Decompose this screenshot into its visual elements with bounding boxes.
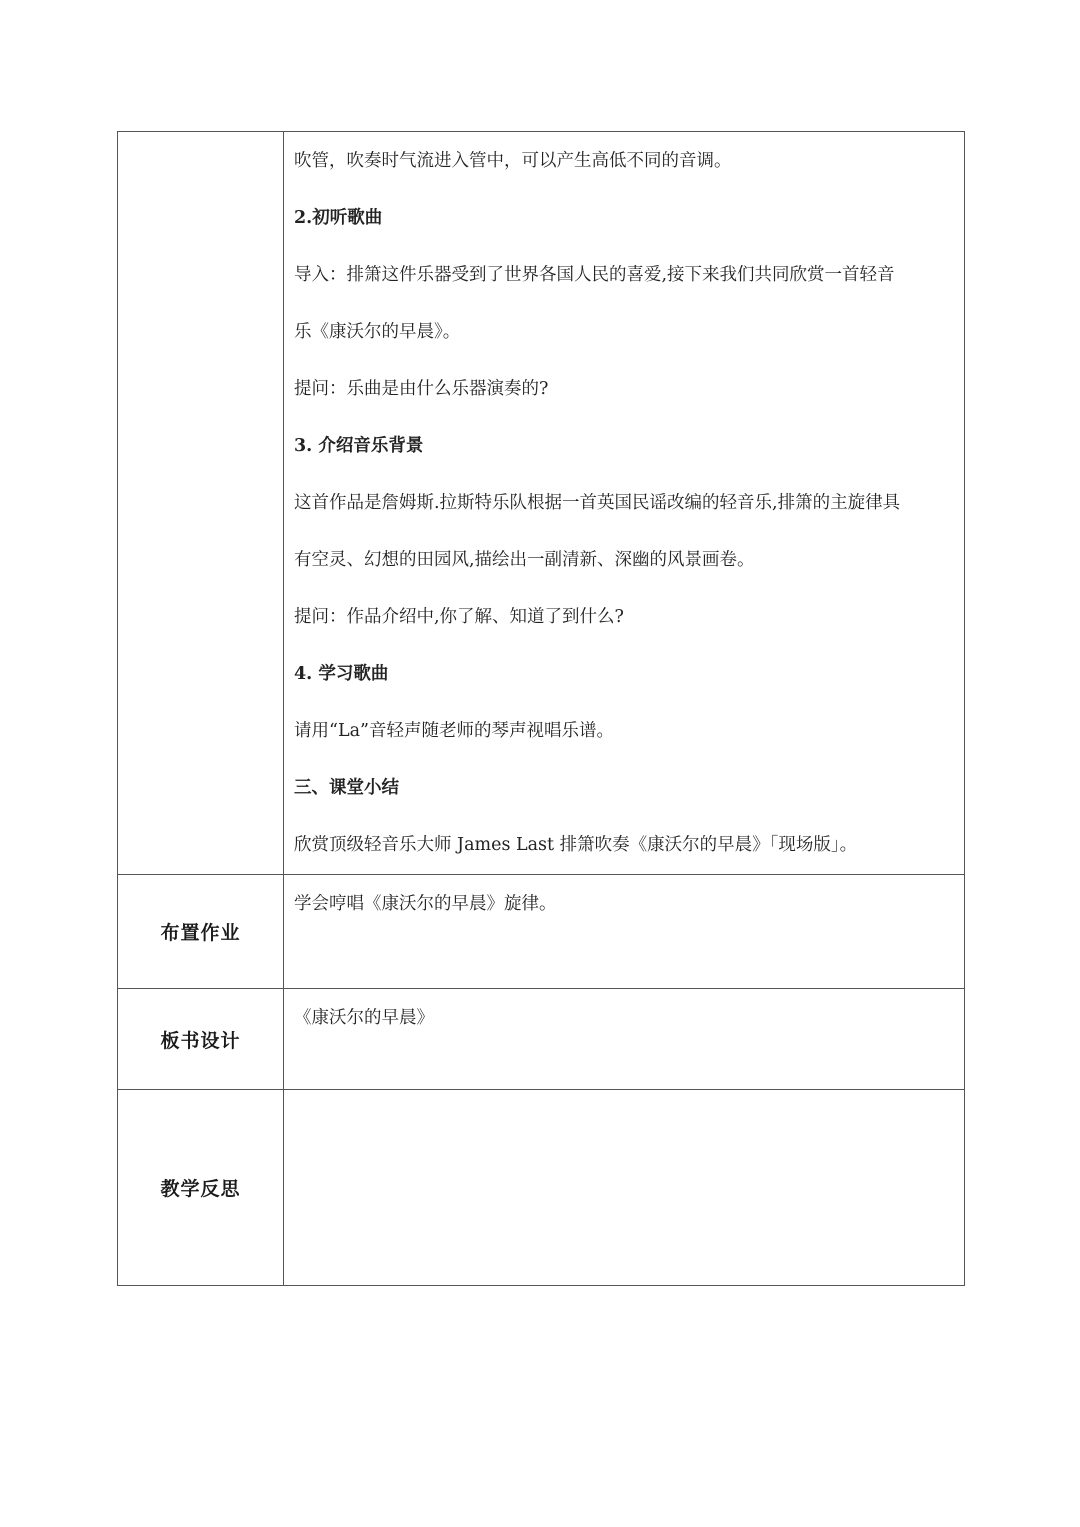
reflection-content xyxy=(294,1090,956,1107)
process-heading: 3. 介绍音乐背景 xyxy=(294,436,424,456)
process-paragraph: 请用“La”音轻声随老师的琴声视唱乐谱。 xyxy=(294,721,614,741)
process-heading: 2.初听歌曲 xyxy=(294,208,383,228)
process-paragraph: 提问：乐曲是由什么乐器演奏的? xyxy=(294,379,549,399)
board-design-content-cell xyxy=(284,989,965,1090)
teaching-process-row xyxy=(118,132,965,875)
board-design-label: 板书设计 xyxy=(118,989,284,1090)
board-design-content: 《康沃尔的早晨》 xyxy=(294,1008,434,1028)
process-heading: 三、课堂小结 xyxy=(294,778,399,798)
teaching-process-label-cell xyxy=(118,132,284,875)
process-paragraph: 乐《康沃尔的早晨》。 xyxy=(294,322,461,342)
process-paragraph: 欣赏顶级轻音乐大师 James Last 排箫吹奏《康沃尔的早晨》「现场版」。 xyxy=(294,835,858,855)
reflection-content-cell xyxy=(284,1090,965,1286)
reflection-row xyxy=(118,1090,965,1286)
teaching-process-paragraphs xyxy=(294,132,956,874)
teaching-process-content-cell xyxy=(284,132,965,875)
process-paragraph: 有空灵、幻想的田园风,描绘出一副清新、深幽的风景画卷。 xyxy=(294,550,755,570)
board-design-row xyxy=(118,989,965,1090)
reflection-label: 教学反思 xyxy=(118,1090,284,1286)
process-paragraph: 提问：作品介绍中,你了解、知道了到什么? xyxy=(294,607,624,627)
homework-row xyxy=(118,875,965,989)
process-heading: 4. 学习歌曲 xyxy=(294,664,389,684)
process-paragraph: 这首作品是詹姆斯.拉斯特乐队根据一首英国民谣改编的轻音乐,排箫的主旋律具 xyxy=(294,493,901,513)
homework-label: 布置作业 xyxy=(118,875,284,989)
homework-content: 学会哼唱《康沃尔的早晨》旋律。 xyxy=(294,894,557,914)
lesson-plan-table xyxy=(117,131,965,1286)
process-paragraph: 吹管，吹奏时气流进入管中，可以产生高低不同的音调。 xyxy=(294,151,732,171)
homework-content-cell xyxy=(284,875,965,989)
process-paragraph: 导入：排箫这件乐器受到了世界各国人民的喜爱,接下来我们共同欣赏一首轻音 xyxy=(294,265,895,285)
